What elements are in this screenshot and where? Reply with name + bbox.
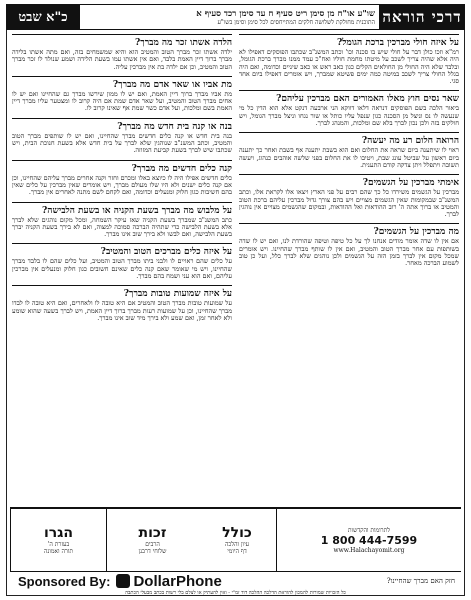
- zechus-ad-line: הרבים: [145, 541, 160, 548]
- left-column: [10, 34, 234, 504]
- answer-text: מברכין על הגשמים משירדו כל כך שהם רבים על פני הארץ ויצאו אלו לקראת אלו, וכתב המשנ"ב שבמקומות שאין הגשמים מצויים ויש בהם צורך גדול מברכין עליהם ברכת הטוב והמטיב או ברוך אתה ה' רוב ההודאות ואל ההודאות, ובמקום שהגשמים מצויים אין נוהגין לברך.: [239, 188, 459, 219]
- zechus-ad-line: שלוחי דרבנן: [138, 548, 167, 555]
- qa-section: [239, 132, 459, 169]
- question-heading: הרואה חלום רע מה יעשה?: [239, 132, 459, 146]
- qa-section: [239, 90, 459, 127]
- qa-section: [12, 285, 232, 322]
- sponsor-tagline: חזק האם מברך שהחיינו?: [386, 577, 455, 585]
- answer-text: על שמועות טובות מברך הטוב והמטיב אם היא טובה לו ולאחרים, ואם היא טובה לו לבדו מברך שהחיינו, וכן על שמועות רעות מברך ברוך דיין האמת, ויש לברך בשעה שהוא שומע ולא לאחר זמן, ואם שמע ולא בירך מיד שוב אינו מברך.: [12, 299, 232, 322]
- answer-text: רמ"א וזכו כולן דבר על חולי שיש בו סכנה וכו' וכתב המשנ"ב שכתבו הפוסקים דאפילו לא היה אלא שהיה צריך לשכב על מיטתו מחמת חוליו ואח"כ עמד ממנו מברך ברכת הגומל, ובלבד שלא היה החולי מן החולאים הקלים כגון כאב ראש או כאב שיניים וכדומה, ואם היה בגלל החולי צריך לשכב במיטה כמה ימים פשיטא שמברך, ויש אומרים דאפילו ביום אחד סגי.: [239, 48, 459, 86]
- answer-text: ראוי לו שיתענה ביום שראה את החלום ואם הוא בשבת יתענה אף בשבת ואחר כך יתענה ביום ראשון על שביטל עונג שבת, ויטיבו לו את החלום בפני שלשה אוהבים כנהוג, ויעשה תשובה ויתפלל ויתן צדקה קודם התענית.: [239, 146, 459, 169]
- sponsored-by-label: Sponsored By:: [18, 573, 111, 589]
- banner-subtitle: התוכנית מחולקת לשלושה חלקים המתייחסים לכל סימן וסימן בשו"ע: [217, 19, 375, 26]
- answer-text: בנה בית חדש או קנה כלים חדשים מברך שהחיינו, ואם יש לו שותפים מברך הטוב והמטיב, וכתב המשנ"ב שנוהגין שלא לברך על בית חדש אלא בשעת חנוכת הבית, ויש שכתבו שיש לברך בשעת קביעת המזוזה.: [12, 131, 232, 155]
- question-heading: על איזה כלים מברכים הטוב והמטיב?: [12, 243, 232, 257]
- copyright-footer: כל הזכויות שמורות להמכון להוראת הדלכה ההלכה דוד זמ"י - ואין להעתיק או לצלם בלי רשות בכתב מבעלי הכתבה: [125, 590, 346, 596]
- publication-logo: דרכי הוראה: [379, 4, 465, 30]
- answer-text: ילדה אשתו זכר מברך הטוב והמטיב הוא והיא שמשמחים בזה, ואם מתה אשתו בלידה מברך ברוך דיין האמת בלבד, ואם אין אשתו עמו בשעת הלידה ושמע שנולד לו זכר מברך הטוב והמטיב, וכן אם ילדה בת אין מברכין עליה.: [12, 48, 232, 71]
- qa-section: [239, 174, 459, 218]
- question-heading: על איזה חולי מברכין ברכת הגומל?: [239, 34, 459, 48]
- question-heading: מה מברכין על הגשמים?: [239, 223, 459, 237]
- kollel-ad-line: דף היומי: [227, 548, 247, 555]
- answer-text: כלים חדשים אפילו היה לו כיוצא באלו ומכרם וחזר וקנה אחרים מברך עליהם שהחיינו, וכן אם קנה כלים ישנים ולא היו שלו מעולם מברך, ויש אומרים שאין מברכין על כלים שאין בהם חשיבות כגון חלוק ומנעלים וכדומה, ואם לקחם לשם מתנה לאחרים אין מברך.: [12, 173, 232, 197]
- answer-text: כתב המשנ"ב שמברך בשעת הקניה שאז עיקר השמחה, ומכל מקום נוהגים שלא לברך אלא בשעת הלבישה כדי שתהיה הברכה סמוכה למצוה, ואם לא בירך בשעת הקניה יברך בשעת הלבישה, ואם לבשו ולא בירך שוב אינו מברך.: [12, 215, 232, 239]
- zechus-ad-title: זכות: [138, 525, 167, 541]
- newspaper-ad-title: הגרו: [43, 525, 74, 541]
- ad-strip: [10, 507, 461, 571]
- qa-section: [12, 160, 232, 197]
- qa-section: [12, 118, 232, 155]
- answer-text: על כלים שהם ראויים לו ולבני ביתו מברך הטוב והמטיב, ועל כלים שהם לו בלבד מברך שהחיינו, ויש מי שאומר שאם קנה כלים שאינם חשובים כגון חלוק ומנעלים אין מברכין עליהם, ואם הוא עני ושמח בהם מברך.: [12, 257, 232, 281]
- question-heading: הלדה אשתו זכר מה מברך?: [12, 34, 232, 48]
- newspaper-ad-line: בעזרת ה': [47, 541, 70, 548]
- kollel-ad[interactable]: [198, 509, 276, 571]
- right-column: [237, 34, 461, 504]
- question-heading: מת אביו או שאר אדם מה מברך?: [12, 76, 232, 90]
- article-columns: [10, 34, 461, 504]
- qa-section: [12, 202, 232, 239]
- sponsor-bar: [10, 571, 461, 590]
- zechus-ad[interactable]: [106, 509, 198, 571]
- question-heading: אימתי מברכין על הגשמים?: [239, 174, 459, 188]
- kollel-ad-line: עיון והלכה: [224, 541, 250, 548]
- header-banner: [6, 4, 465, 30]
- answer-text: מת אביו מברך ברוך דיין האמת, ואם יש לו ממון שירשו מברך גם שהחיינו ואם יש לו אחים מברך הטוב והמטיב, ועל שאר אדם שמת אם היה קרוב לו ומצטער עליו מברך דיין האמת בשם ומלכות, ועל אדם כשר שמת אף שאינו קרוב לו.: [12, 89, 232, 113]
- kollel-ad-title: כולל: [222, 525, 252, 541]
- banner-center: [80, 4, 379, 30]
- donation-website[interactable]: www.Halachayomit.org: [333, 546, 405, 554]
- section-reference: שו"ע או"ח מן סימן ריט סעיף ח עד סימן רכד סעיף א: [196, 9, 375, 19]
- qa-section: [12, 243, 232, 280]
- question-heading: שאר נסים חוץ מאלו האמורים האם מברכין עליהם?: [239, 90, 459, 104]
- answer-text: אם אין לו שדה אומר מודים אנחנו לך על כל טיפה וטיפה שהורדת לנו, ואם יש לו שדה בשותפות עם אחר מברך הטוב והמטיב, ואם אין לו שותף מברך שהחיינו. ויש אומרים שמכל מקום אין לברך בזמן הזה על הגשמים ולכן נוהגים שלא לברך כלל, ועל כן טוב לשמוע הברכה מאחר.: [239, 237, 459, 268]
- donation-ad[interactable]: [276, 509, 461, 571]
- question-heading: בנה או קנה בית חדש מה מברך?: [12, 118, 232, 132]
- qa-section: [239, 223, 459, 267]
- sponsor-logo[interactable]: [116, 573, 221, 590]
- phone-logo-icon: [116, 574, 130, 588]
- qa-section: [239, 34, 459, 85]
- qa-section: [12, 34, 232, 71]
- answer-text: ביאור הלכה בשם הפוסקים דנראה דלאו דווקא הני ארבעה דנקט אלא הוא הדין כל מי שנעשה לו נס וניצל מן הסכנה כגון שנפל עליו כותל או שור נגחו וניצל מברך הגומל, ויש חולקים בזה ולכן נכון לברך בלא שם ומלכות, והמנהג לברך.: [239, 104, 459, 128]
- date-badge: כ"א שבט: [6, 4, 80, 30]
- question-heading: קנה כלים חדשים מה מברך?: [12, 160, 232, 174]
- donation-ad-heading: לתרומות והקדשות: [347, 526, 391, 534]
- newspaper-ad[interactable]: [10, 509, 106, 571]
- sponsor-brand: DollarPhone: [133, 572, 222, 590]
- donation-phone[interactable]: 1 800 444-7599: [320, 533, 418, 547]
- question-heading: על איזה שמועות טובות מברך?: [12, 285, 232, 299]
- newspaper-ad-line: תורה ואמונה: [43, 548, 74, 555]
- question-heading: על מלבוש מה מברך בשעת הקניה או בשעת הלבישה?: [12, 202, 232, 216]
- qa-section: [12, 76, 232, 113]
